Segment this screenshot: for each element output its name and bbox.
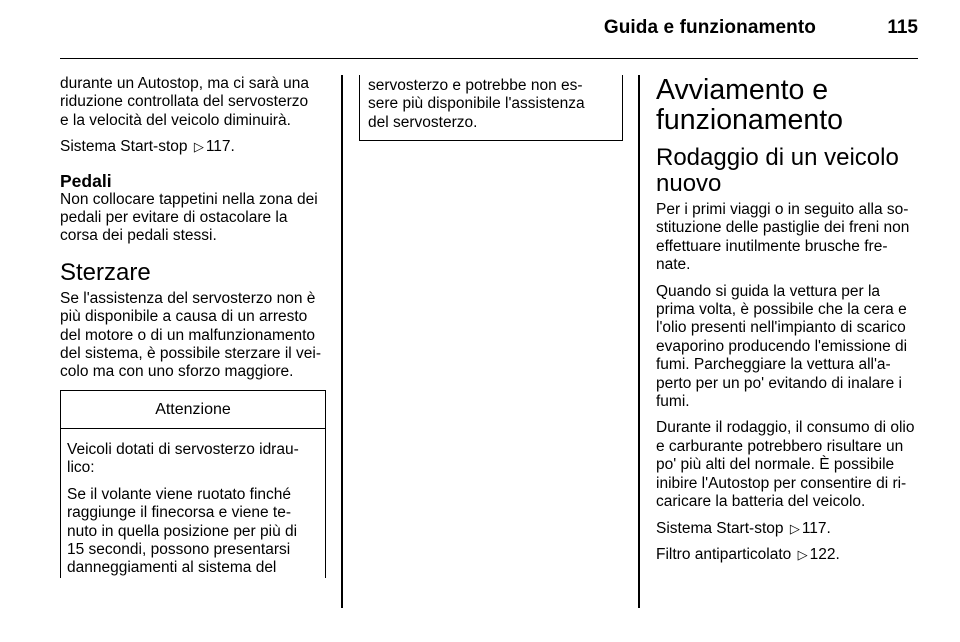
warning-title: Attenzione [61, 391, 325, 429]
rodaggio-paragraph-3: Durante il rodaggio, il consumo di olio e carburante potrebbero risultare un po' più alti del normale. È possibile inibire l'Autostop per consentire di ri- caricare la batteria del veicolo. [656, 419, 915, 511]
page-header [60, 0, 918, 59]
sterzare-paragraph: Se l'assistenza del servosterzo non è più disponibile a causa di un arresto del motore o di un malfunzionamento del sistema, è possibile sterzare il vei- colo ma con uno sforzo maggiore. [60, 289, 322, 381]
pedali-paragraph: Non collocare tappetini nella zona dei pedali per evitare di ostacolare la corsa dei pedali stessi. [60, 190, 318, 245]
rodaggio-paragraph-2: Quando si guida la vettura per la prima volta, è possibile che la cera e l'olio presenti nell'impianto di scarico evaporino producendo l'emissione di fumi. Parcheggiare la vettura all'a- perto per un po' evitando di inalare i fumi. [656, 282, 908, 411]
column-middle [359, 75, 623, 141]
column-divider-2 [638, 75, 640, 608]
page-number: 115 [887, 17, 918, 38]
arrow-ref-icon: ▷ [789, 520, 800, 536]
cross-reference-startstop-2: Sistema Start-stop ▷ 117. [656, 519, 831, 537]
warning-paragraph-2: Se il volante viene ruotato finché raggiunge il finecorsa e viene te- nuto in quella posizione per più di 15 secondi, possono presentarsi danneggiamenti al sistema del [67, 485, 298, 577]
warning-continuation-text: servosterzo e potrebbe non es- sere più disponibile l'assistenza del servosterzo. [368, 77, 585, 131]
warning-box [60, 390, 326, 578]
cross-reference-filtro: Filtro antiparticolato ▷ 122. [656, 545, 840, 563]
section-title: Guida e funzionamento [603, 17, 816, 38]
warning-box-continuation [359, 75, 623, 141]
column-left [60, 75, 326, 578]
intro-paragraph: durante un Autostop, ma ci sarà una riduzione controllata del servosterzo e la velocità del veicolo diminuirà. [60, 75, 310, 129]
cross-reference-startstop: Sistema Start-stop ▷ 117. [60, 138, 235, 156]
rodaggio-paragraph-1: Per i primi viaggi o in seguito alla so- stituzione delle pastiglie dei freni non effettuare inutilmente brusche fre- nate. [656, 201, 910, 274]
arrow-ref-icon: ▷ [797, 546, 808, 562]
pedali-heading: Pedali [60, 170, 112, 191]
column-divider-1 [341, 75, 343, 608]
sub-heading: Rodaggio di un veicolo nuovo [656, 144, 899, 197]
arrow-ref-icon: ▷ [193, 139, 204, 155]
main-heading: Avviamento e funzionamento [656, 74, 843, 136]
warning-paragraph-1: Veicoli dotati di servosterzo idrau- lico: [67, 440, 299, 477]
sterzare-heading: Sterzare [60, 258, 151, 286]
warning-body [61, 429, 325, 578]
column-right [656, 75, 922, 572]
